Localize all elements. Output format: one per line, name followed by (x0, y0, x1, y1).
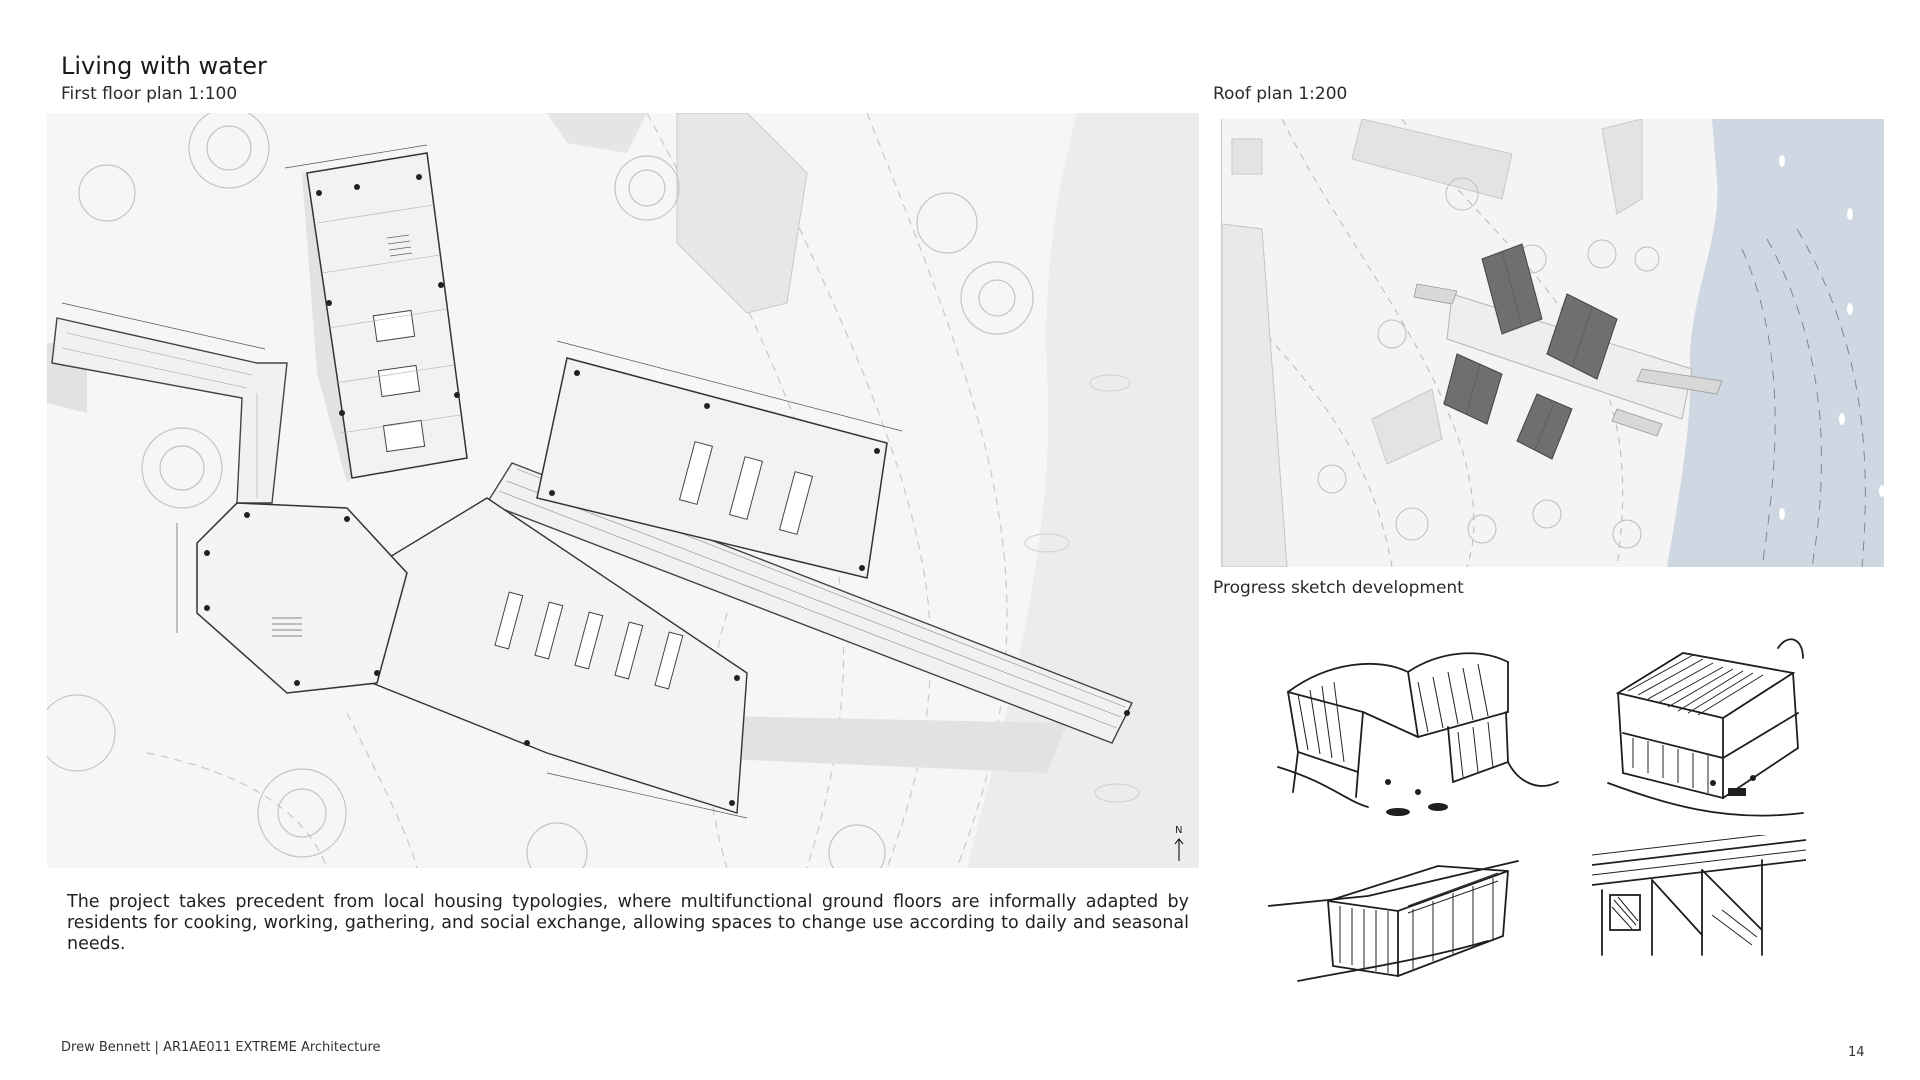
page-number: 14 (1848, 1045, 1865, 1060)
river-water (1667, 119, 1884, 567)
sketch-caption: Progress sketch development (1213, 578, 1464, 598)
roof-plan-caption: Roof plan 1:200 (1213, 84, 1348, 104)
road (1222, 224, 1287, 567)
sketch-hatching (1592, 835, 1806, 945)
sketch-interior-detail (1592, 835, 1806, 965)
sketch-house-perspective (1603, 633, 1806, 836)
sketch-figures (1710, 775, 1756, 796)
central-hub (197, 503, 407, 693)
sketch-aerial-cluster (1268, 632, 1568, 832)
north-label: N (1175, 825, 1183, 836)
sketch-long-pavilion (1268, 851, 1540, 991)
project-description: The project takes precedent from local housing typologies, where multifunctional ground floors are informally adapted by residents for cooking, working, gathering, and social exchange, allowing spaces to change use according to daily and seasonal needs. (67, 892, 1189, 954)
page-title: Living with water (61, 52, 267, 80)
sketch-figures (1385, 779, 1448, 816)
neighbour-building (677, 113, 807, 313)
first-floor-plan-drawing (47, 113, 1199, 868)
north-arrow-icon (1171, 837, 1187, 861)
floor-plan-caption: First floor plan 1:100 (61, 84, 238, 104)
sketch-hatching (1298, 664, 1493, 777)
sketch-hatching (1628, 655, 1763, 793)
footer-credit: Drew Bennett | AR1AE011 EXTREME Architecture (61, 1040, 381, 1055)
roof-plan-drawing (1221, 119, 1884, 567)
neighbour-building (547, 113, 647, 153)
